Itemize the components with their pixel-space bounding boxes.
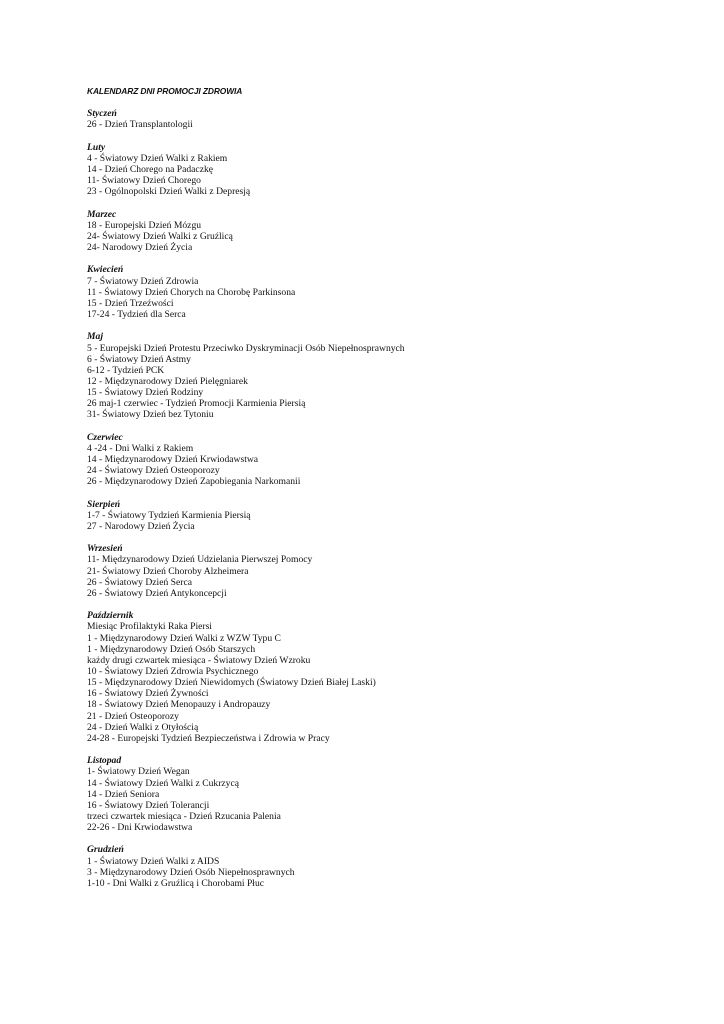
calendar-entry: 1 - Międzynarodowy Dzień Walki z WZW Typu C: [87, 632, 281, 644]
month-heading: Marzec: [87, 208, 117, 220]
calendar-entry: 24 - Dzień Walki z Otyłością: [87, 721, 199, 733]
calendar-entry: 17-24 - Tydzień dla Serca: [87, 309, 186, 321]
calendar-entry: 1 - Międzynarodowy Dzień Osób Starszych: [87, 643, 256, 655]
calendar-entry: 5 - Europejski Dzień Protestu Przeciwko Dyskryminacji Osób Niepełnosprawnych: [87, 342, 405, 354]
calendar-entry: 1-10 - Dni Walki z Gruźlicą i Chorobami Płuc: [87, 877, 265, 889]
month-heading: Grudzień: [87, 844, 124, 856]
calendar-entry: 15 - Międzynarodowy Dzień Niewidomych (Światowy Dzień Białej Laski): [87, 677, 376, 689]
calendar-entry: 16 - Światowy Dzień Tolerancji: [87, 799, 210, 811]
month-heading: Wrzesień: [87, 543, 123, 555]
calendar-entry: 6-12 - Tydzień PCK: [87, 364, 165, 376]
calendar-entry: 26 - Międzynarodowy Dzień Zapobiegania Narkomanii: [87, 476, 301, 488]
document-title: KALENDARZ DNI PROMOCJI ZDROWIA: [87, 86, 243, 96]
calendar-entry: 11 - Światowy Dzień Chorych na Chorobę Parkinsona: [87, 286, 296, 298]
calendar-entry: 3 - Międzynarodowy Dzień Osób Niepełnosprawnych: [87, 866, 295, 878]
month-heading: Listopad: [87, 755, 122, 767]
calendar-entry: 14 - Dzień Chorego na Padaczkę: [87, 164, 214, 176]
calendar-entry: 18 - Europejski Dzień Mózgu: [87, 219, 202, 231]
calendar-entry: 21 - Dzień Osteoporozy: [87, 710, 179, 722]
month-section-wrzesien: [87, 543, 687, 599]
calendar-entry: 6 - Światowy Dzień Astmy: [87, 353, 191, 365]
calendar-entry: 7 - Światowy Dzień Zdrowia: [87, 275, 199, 287]
calendar-entry: 11- Światowy Dzień Chorego: [87, 175, 201, 187]
month-section-styczen: [87, 108, 687, 130]
month-section-grudzien: [87, 844, 687, 889]
calendar-entry: 31- Światowy Dzień bez Tytoniu: [87, 409, 214, 421]
calendar-entry: 26 - Światowy Dzień Serca: [87, 576, 192, 588]
month-section-luty: [87, 142, 687, 198]
calendar-entry: 24- Narodowy Dzień Życia: [87, 242, 193, 254]
month-section-kwiecien: [87, 264, 687, 320]
calendar-entry: każdy drugi czwartek miesiąca - Światowy Dzień Wzroku: [87, 654, 311, 666]
calendar-entry: 1 - Światowy Dzień Walki z AIDS: [87, 855, 220, 867]
calendar-entry: 21- Światowy Dzień Choroby Alzheimera: [87, 565, 249, 577]
calendar-entry: 10 - Światowy Dzień Zdrowia Psychicznego: [87, 665, 259, 677]
calendar-entry: 24 - Światowy Dzień Osteoporozy: [87, 465, 220, 477]
month-heading: Styczeń: [87, 108, 117, 120]
month-section-listopad: [87, 755, 687, 833]
calendar-entry: 27 - Narodowy Dzień Życia: [87, 520, 195, 532]
month-section-marzec: [87, 209, 687, 254]
calendar-entry: 14 - Międzynarodowy Dzień Krwiodawstwa: [87, 454, 259, 466]
month-section-maj: [87, 331, 687, 420]
calendar-entry: 11- Międzynarodowy Dzień Udzielania Pierwszej Pomocy: [87, 554, 313, 566]
month-heading: Maj: [87, 331, 103, 343]
calendar-entry: 1- Światowy Dzień Wegan: [87, 766, 190, 778]
calendar-entry: 24-28 - Europejski Tydzień Bezpieczeństwa i Zdrowia w Pracy: [87, 732, 330, 744]
month-heading: Kwiecień: [87, 264, 124, 276]
calendar-entry: 4 -24 - Dni Walki z Rakiem: [87, 442, 194, 454]
month-heading: Październik: [87, 610, 134, 622]
calendar-entry: 22-26 - Dni Krwiodawstwa: [87, 822, 193, 834]
calendar-entry: 23 - Ogólnopolski Dzień Walki z Depresją: [87, 186, 251, 198]
calendar-entry: 15 - Światowy Dzień Rodziny: [87, 387, 204, 399]
month-section-pazdziernik: [87, 610, 687, 744]
calendar-entry: 16 - Światowy Dzień Żywności: [87, 688, 209, 700]
calendar-entry: 26 - Światowy Dzień Antykoncepcji: [87, 587, 227, 599]
calendar-entry: 24- Światowy Dzień Walki z Gruźlicą: [87, 230, 233, 242]
calendar-entry: 26 maj-1 czerwiec - Tydzień Promocji Karmienia Piersią: [87, 398, 306, 410]
calendar-entry: 14 - Światowy Dzień Walki z Cukrzycą: [87, 777, 239, 789]
calendar-entry: 4 - Światowy Dzień Walki z Rakiem: [87, 152, 228, 164]
document-body: [87, 86, 687, 900]
month-heading: Luty: [87, 141, 106, 153]
calendar-entry: Miesiąc Profilaktyki Raka Piersi: [87, 621, 212, 633]
calendar-entry: 15 - Dzień Trzeźwości: [87, 297, 174, 309]
month-section-sierpien: [87, 499, 687, 532]
calendar-entry: 1-7 - Światowy Tydzień Karmienia Piersią: [87, 509, 251, 521]
calendar-entry: 12 - Międzynarodowy Dzień Pielęgniarek: [87, 375, 248, 387]
calendar-entry: trzeci czwartek miesiąca - Dzień Rzucania Palenia: [87, 811, 281, 822]
calendar-entry: 14 - Dzień Seniora: [87, 788, 160, 800]
month-heading: Czerwiec: [87, 431, 123, 443]
month-heading: Sierpień: [87, 498, 121, 510]
calendar-entry: 18 - Światowy Dzień Menopauzy i Andropauzy: [87, 699, 271, 711]
calendar-entry: 26 - Dzień Transplantologii: [87, 119, 193, 131]
month-section-czerwiec: [87, 432, 687, 488]
